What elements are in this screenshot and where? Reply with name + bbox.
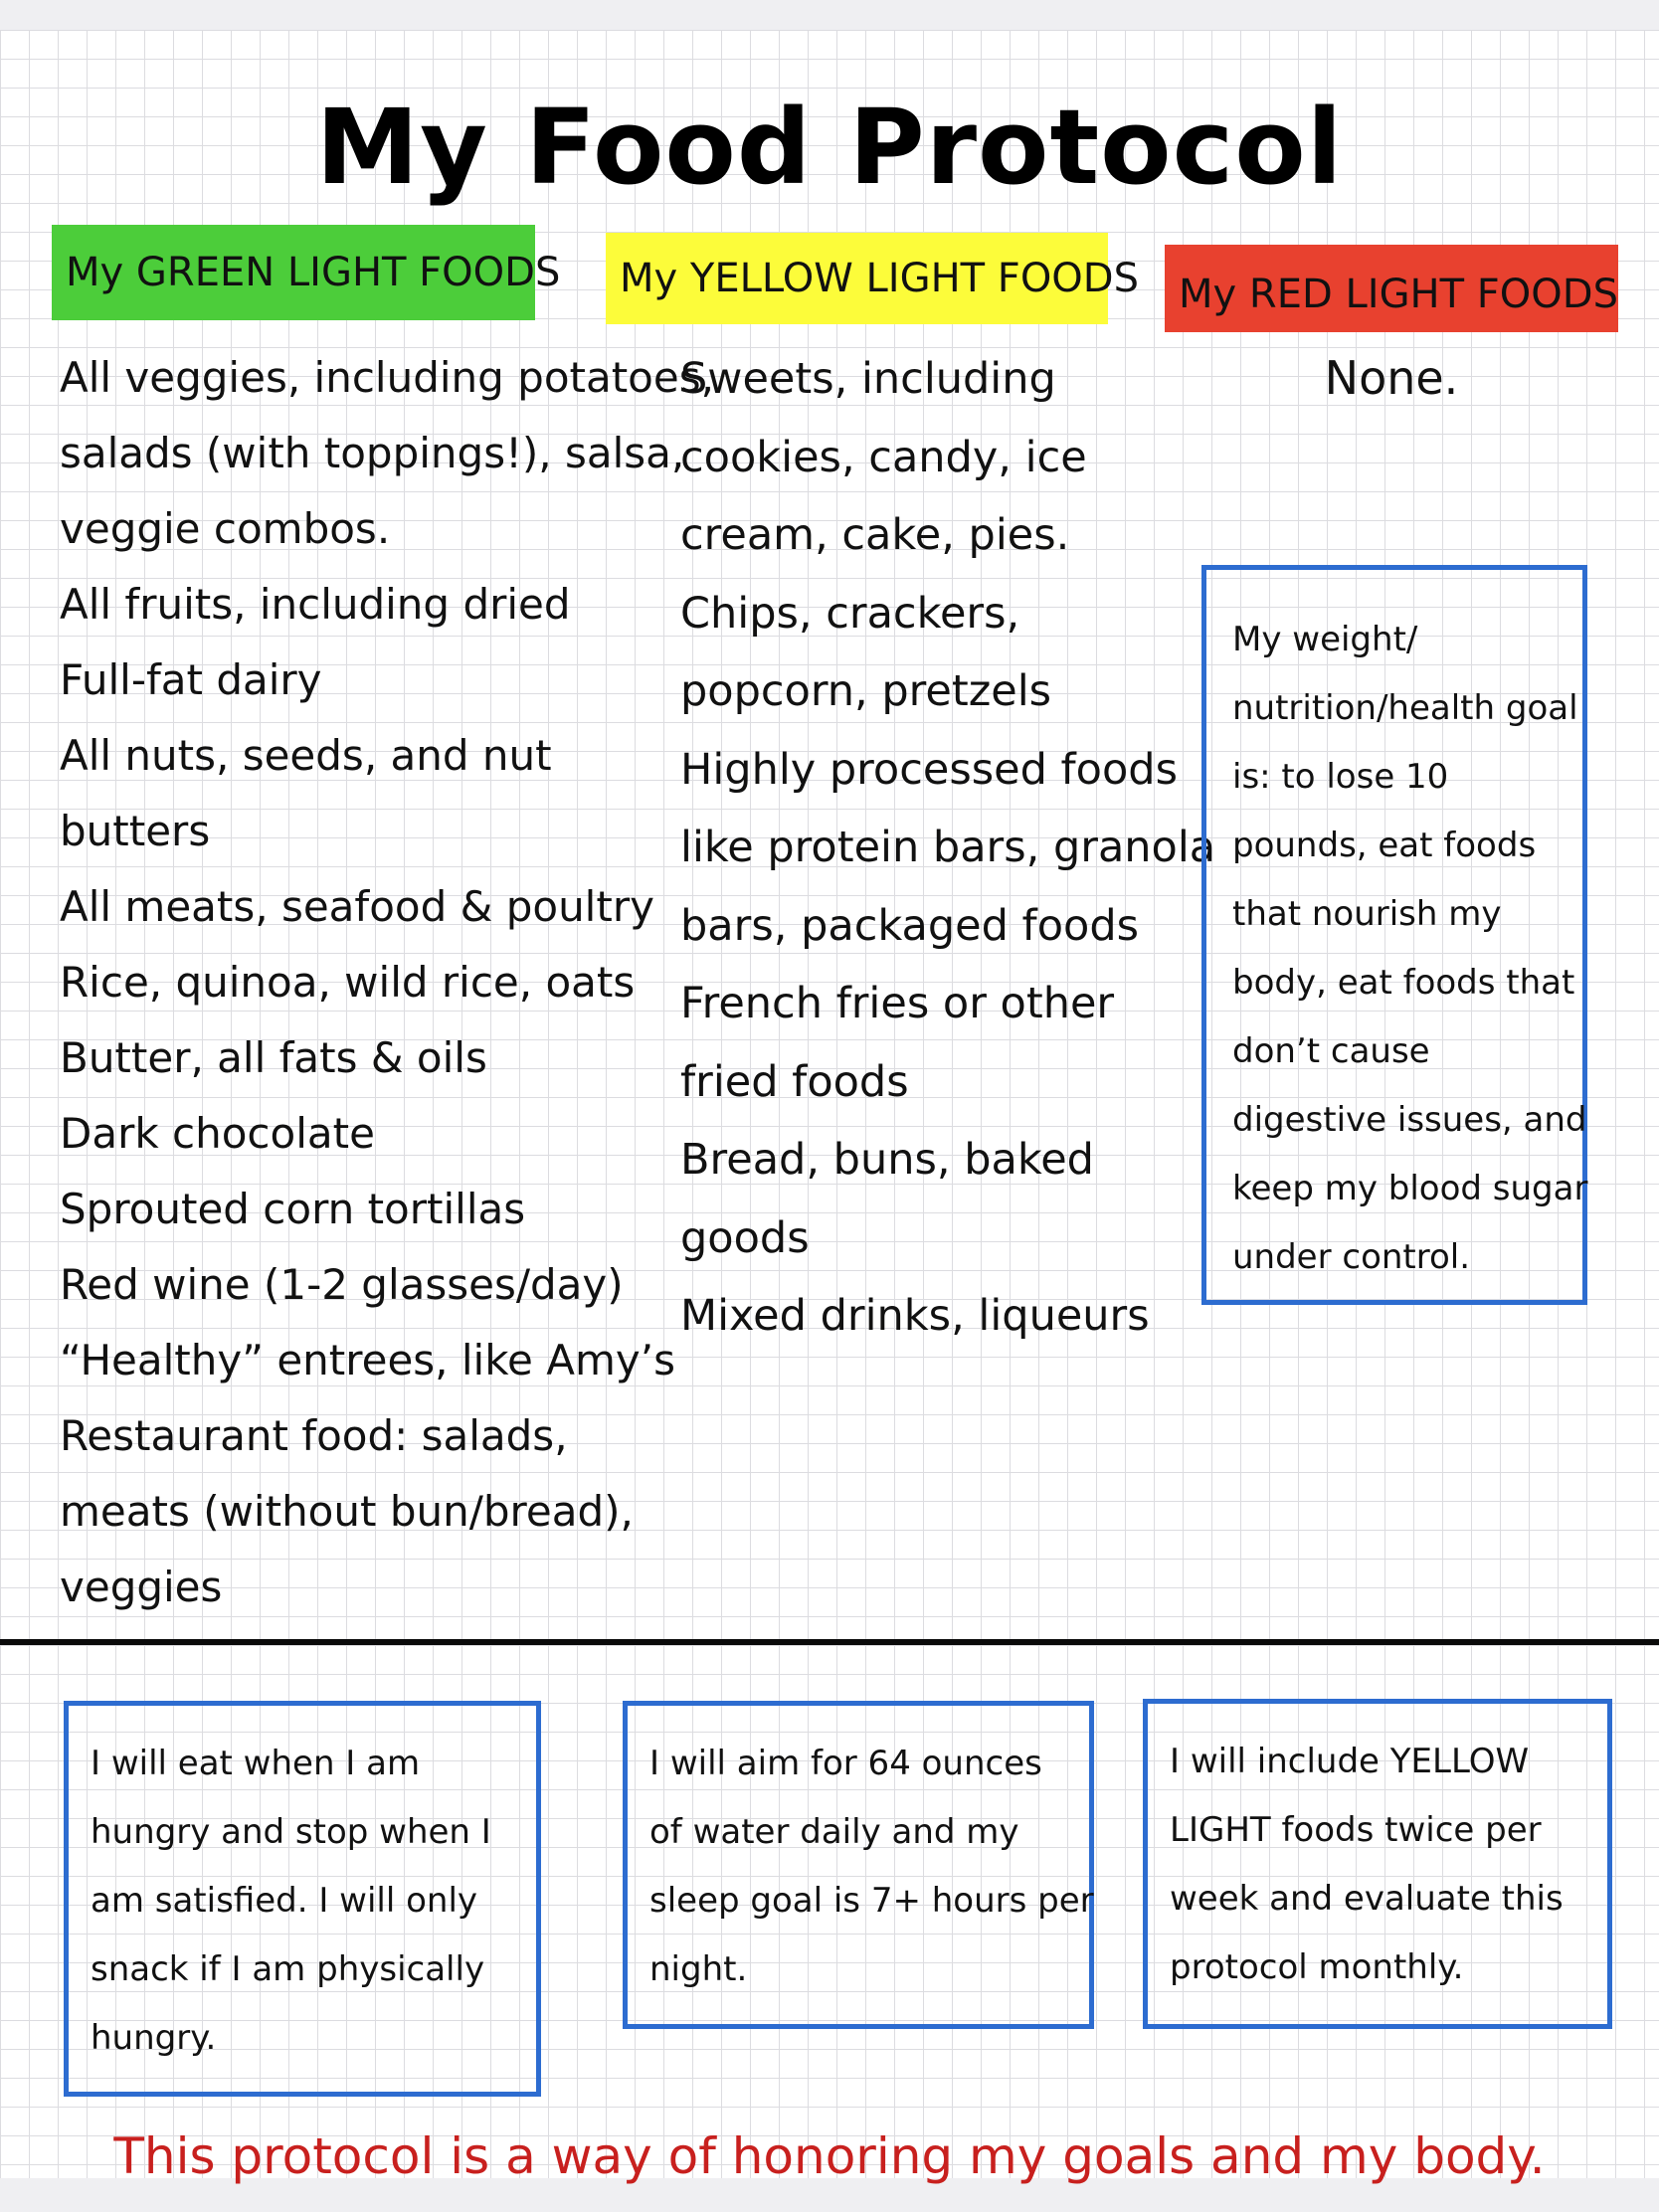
list-item: Chips, crackers,: [680, 588, 1020, 639]
list-item: Full-fat dairy: [60, 655, 322, 704]
goal-line: that nourish my: [1232, 894, 1502, 934]
green-foods-list: [60, 340, 714, 1625]
list-item: popcorn, pretzels: [680, 666, 1052, 716]
list-item: Highly processed foods: [680, 744, 1179, 795]
commitment-line: protocol monthly.: [1170, 1947, 1464, 1987]
list-item: cream, cake, pies.: [680, 510, 1070, 560]
list-item: fried foods: [680, 1056, 909, 1107]
list-item: Red wine (1-2 glasses/day): [60, 1260, 624, 1309]
eating-commitment-box: [64, 1701, 541, 2097]
grid-paper-page: [0, 30, 1659, 2185]
yellow-foods-commitment-box: [1143, 1699, 1612, 2029]
commitment-line: LIGHT foods twice per: [1170, 1810, 1542, 1850]
list-item: Dark chocolate: [60, 1109, 375, 1158]
goal-line: is: to lose 10: [1232, 757, 1449, 797]
list-item: All fruits, including dried: [60, 580, 571, 629]
list-item: Sweets, including: [680, 354, 1056, 404]
list-item: Rice, quinoa, wild rice, oats: [60, 958, 636, 1007]
list-item: All veggies, including potatoes,: [60, 353, 714, 402]
list-item: veggies: [60, 1563, 223, 1611]
list-item: Bread, buns, baked: [680, 1135, 1094, 1185]
goal-line: don’t cause: [1232, 1031, 1430, 1071]
red-light-label: My RED LIGHT FOODS: [1165, 245, 1618, 332]
page-title: My Food Protocol: [315, 87, 1344, 208]
goal-line: My weight/: [1232, 620, 1418, 659]
commitment-line: night.: [649, 1949, 748, 1989]
list-item: Restaurant food: salads,: [60, 1411, 568, 1460]
yellow-light-label: My YELLOW LIGHT FOODS: [606, 233, 1108, 324]
goal-line: body, eat foods that: [1232, 963, 1575, 1003]
red-foods-none: None.: [1324, 351, 1459, 405]
list-item: All meats, seafood & poultry: [60, 882, 654, 931]
commitment-line: hungry.: [91, 2018, 217, 2058]
commitment-line: I will aim for 64 ounces: [649, 1744, 1042, 1783]
green-light-label: My GREEN LIGHT FOODS: [52, 225, 535, 320]
list-item: butters: [60, 807, 211, 855]
footer-statement: This protocol is a way of honoring my goals and my body.: [113, 2127, 1546, 2185]
list-item: “Healthy” entrees, like Amy’s: [60, 1336, 675, 1384]
commitment-line: I will eat when I am: [91, 1744, 421, 1783]
yellow-foods-list: [680, 340, 1216, 1356]
water-sleep-commitment-box: [623, 1701, 1094, 2029]
commitment-line: of water daily and my: [649, 1812, 1019, 1852]
section-divider: [0, 1639, 1659, 1645]
commitment-line: sleep goal is 7+ hours per: [649, 1881, 1094, 1921]
goal-line: nutrition/health goal: [1232, 688, 1578, 728]
commitment-line: hungry and stop when I: [91, 1812, 491, 1852]
list-item: bars, packaged foods: [680, 900, 1140, 951]
goal-box: [1201, 565, 1587, 1305]
commitment-line: am satisfied. I will only: [91, 1881, 478, 1921]
commitment-line: snack if I am physically: [91, 1949, 485, 1989]
list-item: Mixed drinks, liqueurs: [680, 1291, 1150, 1341]
list-item: salads (with toppings!), salsa,: [60, 429, 685, 477]
list-item: French fries or other: [680, 979, 1115, 1028]
goal-line: keep my blood sugar: [1232, 1169, 1588, 1208]
list-item: cookies, candy, ice: [680, 432, 1087, 482]
list-item: like protein bars, granola: [680, 823, 1216, 872]
commitment-line: I will include YELLOW: [1170, 1742, 1530, 1781]
list-item: Butter, all fats & oils: [60, 1033, 487, 1082]
list-item: veggie combos.: [60, 504, 391, 553]
list-item: goods: [680, 1212, 810, 1263]
goal-line: pounds, eat foods: [1232, 826, 1537, 865]
list-item: All nuts, seeds, and nut: [60, 731, 552, 780]
goal-line: under control.: [1232, 1237, 1471, 1277]
goal-line: digestive issues, and: [1232, 1100, 1587, 1140]
commitment-line: week and evaluate this: [1170, 1879, 1564, 1919]
list-item: Sprouted corn tortillas: [60, 1185, 526, 1233]
list-item: meats (without bun/bread),: [60, 1487, 634, 1536]
